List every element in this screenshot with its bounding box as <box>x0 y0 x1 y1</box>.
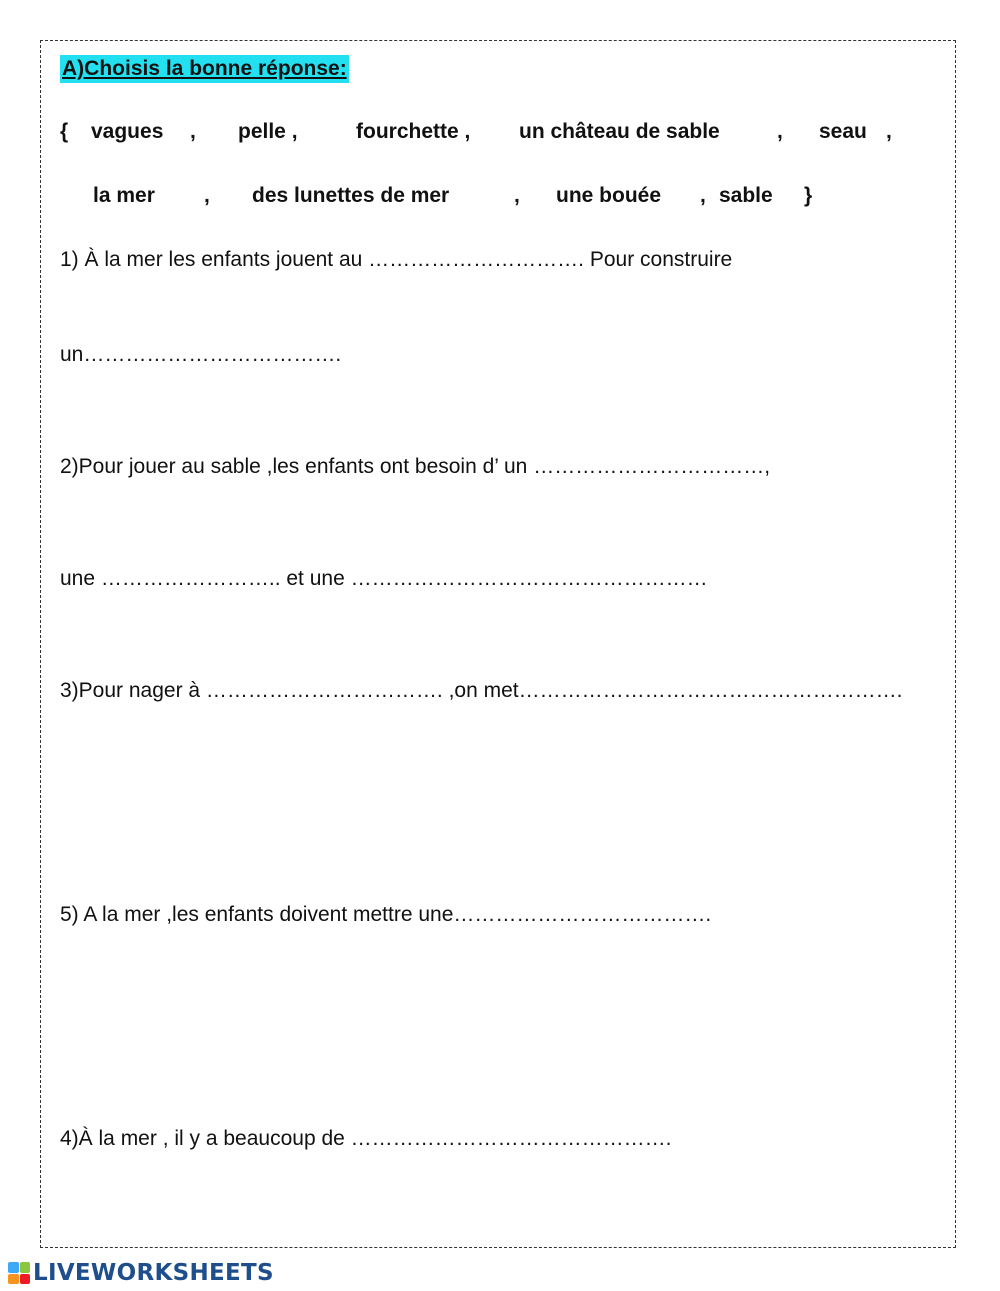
word-bank-item: un château de sable <box>519 120 720 143</box>
question-2-line-2: une …………………….. et une …………………………………………… <box>60 567 708 590</box>
exercise-title: A)Choisis la bonne réponse: <box>60 55 349 83</box>
word-bank-separator: , <box>777 120 783 143</box>
question-1-line-1: 1) À la mer les enfants jouent au …………………………. Pour construire <box>60 248 733 271</box>
word-bank-separator: , <box>886 120 892 143</box>
word-bank-brace-close: } <box>804 184 813 207</box>
word-bank-item: pelle , <box>238 120 298 143</box>
word-bank-separator: , <box>514 184 520 207</box>
question-1-line-2: un………………………………. <box>60 343 342 366</box>
liveworksheets-logo-text: LIVEWORKSHEETS <box>33 1260 274 1286</box>
word-bank-item: vagues <box>91 120 164 143</box>
word-bank-item: seau <box>819 120 867 143</box>
word-bank-row-2 <box>0 182 1000 210</box>
question-5: 5) A la mer ,les enfants doivent mettre une………………………………. <box>60 903 712 926</box>
word-bank-separator: , <box>190 120 196 143</box>
word-bank-item: la mer <box>93 184 155 207</box>
question-4: 4)À la mer , il y a beaucoup de ………………………………………. <box>60 1127 672 1150</box>
word-bank-separator: , <box>204 184 210 207</box>
word-bank-item: une bouée <box>556 184 662 207</box>
word-bank-item: fourchette , <box>356 120 471 143</box>
word-bank-brace-open: { <box>60 120 69 143</box>
worksheet-frame <box>40 40 956 1248</box>
question-2-line-1: 2)Pour jouer au sable ,les enfants ont besoin d’ un ……………………………, <box>60 455 771 478</box>
liveworksheets-logo-icon <box>8 1262 30 1284</box>
word-bank-item: des lunettes de mer <box>252 184 450 207</box>
logo-square-blue <box>8 1262 19 1273</box>
logo-square-green <box>20 1262 31 1273</box>
question-3: 3)Pour nager à ……………………………. ,on met………………………………………………. <box>60 679 903 702</box>
word-bank-row-1 <box>0 118 1000 146</box>
logo-square-orange <box>8 1274 19 1285</box>
word-bank-item: sable <box>719 184 773 207</box>
word-bank-separator: , <box>700 184 706 207</box>
logo-square-red <box>20 1274 31 1285</box>
liveworksheets-logo <box>8 1258 274 1288</box>
